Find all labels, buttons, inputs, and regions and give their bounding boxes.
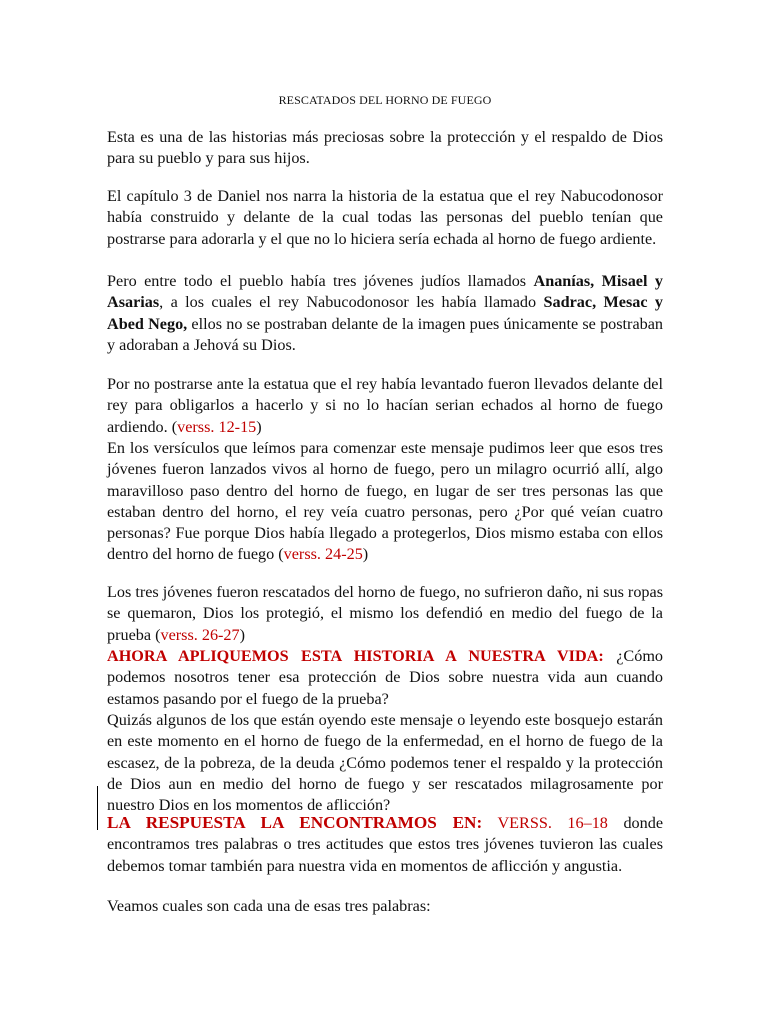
paragraph-application [107, 646, 663, 710]
text-cursor-marker [97, 786, 98, 830]
verse-reference: VERSS. 16–18 [497, 814, 608, 832]
text-run: Pero entre todo el pueblo había tres jóvenes judíos llamados [107, 272, 534, 290]
text-run: ) [256, 417, 262, 436]
bold-names-hebrew: Ananías, Misael y Asarias [107, 272, 663, 312]
text-run: En los versículos que leímos para comenzar este mensaje pudimos leer que esos tres jóvenes fueron lanzados vivos al horno de fuego, pero un milagro ocurrió allí, algo maravilloso paso dentro del horno de fuego, en lugar de ser tres personas las que estaban dentro del horno, el rey veía cuatro personas, pero ¿Por qué veían cuatro personas? Fue porque Dios había llegado a protegerlos, Dios mismo estaba con ellos dentro del horno de fuego ( [107, 439, 663, 564]
paragraph-rescued [107, 582, 663, 646]
text-run: ellos no se postraban delante de la imagen pues únicamente se postraban y adoraban a Jehová su Dios. [107, 314, 664, 354]
section-heading: LA RESPUESTA LA ENCONTRAMOS EN: [107, 813, 483, 832]
text-run: Por no postrarse ante la estatua que el rey había levantado fueron llevados delante del rey para obligarlos a hacerlo y si no lo hacían serian echados al horno de fuego ardiendo. ( [107, 375, 663, 436]
paragraph-trials: Quizás algunos de los que están oyendo este mensaje o leyendo este bosquejo estarán en este momento en el horno de fuego de la enfermedad, en el horno de fuego de la escasez, de la pobreza, de la deuda ¿Cómo podemos tener el respaldo y la protección de Dios aun en medio del horno de fuego y ser rescatados milagrosamente por nuestro Dios en los momentos de aflicción? [107, 711, 663, 815]
section-heading: AHORA APLIQUEMOS ESTA HISTORIA A NUESTRA VIDA: [107, 647, 604, 665]
document-title: RESCATADOS DEL HORNO DE FUEGO [278, 93, 492, 107]
text-run: Los tres jóvenes fueron rescatados del horno de fuego, no sufrieron daño, ni sus ropas se quemaron, Dios los protegió, el mismo los defendió en medio del fuego de la prueba ( [107, 583, 663, 644]
paragraph-miracle [107, 438, 663, 566]
verse-reference: verss. 26-27 [160, 625, 240, 644]
verse-reference: verss. 12-15 [177, 417, 257, 436]
text-run: ) [362, 545, 369, 564]
verse-reference: verss. 24-25 [283, 545, 363, 564]
text-run: ) [239, 625, 246, 644]
paragraph-three-young-men [107, 271, 663, 356]
paragraph-answer [107, 812, 663, 877]
bold-names-babylonian: Sadrac, Mesac y Abed Nego, [107, 293, 663, 333]
paragraph-intro: Esta es una de las historias más preciosas sobre la protección y el respaldo de Dios para su pueblo y para sus hijos. [107, 128, 663, 168]
text-run: , a los cuales el rey Nabucodonosor les había llamado [159, 293, 544, 312]
paragraph-daniel-chapter: El capítulo 3 de Daniel nos narra la historia de la estatua que el rey Nabucodonosor había construido y delante de la cual todas las personas del pueblo tenían que postrarse para adorarla y el que no lo hiciera sería echada al horno de fuego ardiente. [107, 187, 663, 248]
text-run: ¿Cómo podemos nosotros tener esa protección de Dios sobre nuestra vida aun cuando estamos pasando por el fuego de la prueba? [107, 647, 664, 708]
text-run: donde encontramos tres palabras o tres actitudes que estos tres jóvenes tuvieron las cuales debemos tomar también para nuestra vida en momentos de aflicción y angustia. [107, 814, 663, 875]
paragraph-brought-to-king [107, 374, 663, 438]
paragraph-three-words: Veamos cuales son cada una de esas tres palabras: [107, 897, 431, 915]
